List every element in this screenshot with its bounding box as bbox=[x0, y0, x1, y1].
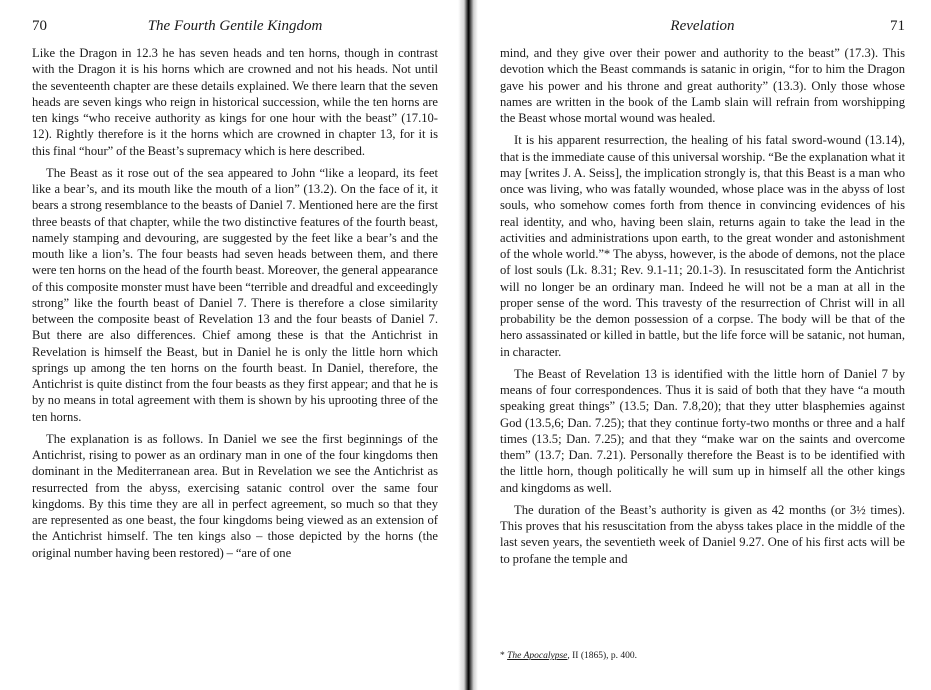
footnote-title: The Apocalypse bbox=[507, 651, 568, 661]
running-head-left bbox=[32, 18, 438, 40]
running-head-title-right: Revelation bbox=[670, 18, 735, 34]
left-page bbox=[0, 0, 460, 690]
right-paragraph-4: The duration of the Beast’s authority is given as 42 months (or 3½ times). This proves that his resuscitation from the abyss takes place in the middle of the last seven years, the seventieth week of Daniel 9.27. One of his first acts will be to profane the temple and bbox=[500, 502, 905, 566]
left-paragraph-3: The explanation is as follows. In Daniel we see the first beginnings of the Antichrist, rising to power as an ordinary man in one of the four kingdoms then dominant in the Mediterranean area. But in Revelation we see the Antichrist as resurrected from the abyss, exercising satanic control over the same four kingdoms. By this time they are all in perfect agreement, so much so that they are represented as one beast, the four kingdoms being viewed as an extension of the Antichrist himself. The ten kings also – those depicted by the horns (the original number having been restored) – “are of one bbox=[32, 431, 438, 560]
running-head-right bbox=[500, 18, 905, 40]
right-paragraph-3: The Beast of Revelation 13 is identified with the little horn of Daniel 7 by means of four correspondences. Thus it is said of both that they have “a mouth speaking great things” (13.5; Dan. 7.8,20); that they utter blasphemies against God (13.5,6; Dan. 7.25); that they continue forty-two months or three and a half times (13.5; Dan. 7.25); and that they “make war on the saints and overcome them” (13.7; Dan. 7.21). Personally therefore the Beast is to be identified with the little horn, though politically he will sum up in himself all the other kings and kingdoms as well. bbox=[500, 366, 905, 495]
right-paragraph-1: mind, and they give over their power and authority to the beast” (17.3). This devotion which the Beast commands is satanic in origin, “for to him the Dragon gave his power and his throne and great authority” (13.3). Only those whose names are written in the book of the Lamb slain will refrain from worshipping the Beast whose mortal wound was healed. bbox=[500, 46, 905, 125]
right-paragraph-2: It is his apparent resurrection, the healing of his fatal sword-wound (13.14), that is the immediate cause of this universal worship. “Be the explanation what it may [writes J. A. Seiss], the implication strongly is, that this Beast is a man who once was living, who was fatally wounded, whose place was in the abyss of lost souls, who somehow comes forth from thence in convincing evidences of his real identity, and who, having been slain, returns again to take the lead in the activities and administrations upon earth, to the great wonder and astonishment of the whole world.”* The abyss, however, is the abode of demons, not the place of lost souls (Lk. 8.31; Rev. 9.1-11; 20.1-3). In resuscitated form the Antichrist will no longer be an ordinary man. Indeed he will not be a man at all in the proper sense of the word. This travesty of the resurrection of Christ will in all probability be the demon possession of a corpse. The body will be that of the hero assassinated or killed in battle, but the life force will be satanic, not human, in character. bbox=[500, 133, 905, 359]
footnote bbox=[500, 650, 637, 662]
running-head-title-left: The Fourth Gentile Kingdom bbox=[147, 18, 323, 34]
left-paragraph-2: The Beast as it rose out of the sea appeared to John “like a leopard, its feet like a bear’s, and its mouth like the mouth of a lion” (13.2). On the face of it, it bears a strong resemblance to the beasts of Daniel 7. Mentioned here are the first three beasts of that chapter, while the two distinctive features of the fourth beast, namely stamping and devouring, are suggested by the feet like a bear’s and the mouth like a lion’s. The four beasts had seven heads between them, and there were ten horns on the head of the fourth beast. Moreover, the general appearance of this composite monster must have been “terrible and dreadful and exceedingly strong” like the fourth beast of Daniel 7. There is therefore a close similarity between the composite beast of Revelation 13 and the four beasts of Daniel 7. But there are also differences. Chief among these is that the Antichrist in Revelation is himself the Beast, but in Daniel he is only the little horn which springs up among the ten horns on the fourth beast. In Daniel, therefore, the Antichrist is quite distinct from the four beasts as they first appear; and that he is by no means in total agreement with them is shown by his uprooting three of the ten horns. bbox=[32, 165, 438, 424]
footnote-marker: * bbox=[500, 651, 505, 661]
page-number-left: 70 bbox=[32, 18, 47, 34]
page-number-right: 71 bbox=[890, 18, 905, 34]
left-paragraph-1: Like the Dragon in 12.3 he has seven heads and ten horns, though in contrast with the Dragon it is his horns which are crowned and not his heads. Not until the seventeenth chapter are these details explained. We there learn that the seven heads are seven kings who reign in historical succession, while the ten horns are ten kings “who receive authority as kings for one hour with the beast” (17.10-12). Rightly therefore is it the horns which are crowned in chapter 13, for it is this final “hour” of the Beast’s supremacy which is here described. bbox=[32, 46, 438, 158]
right-page bbox=[476, 0, 931, 690]
book-gutter bbox=[458, 0, 478, 690]
footnote-reference: , II (1865), p. 400. bbox=[567, 651, 638, 661]
